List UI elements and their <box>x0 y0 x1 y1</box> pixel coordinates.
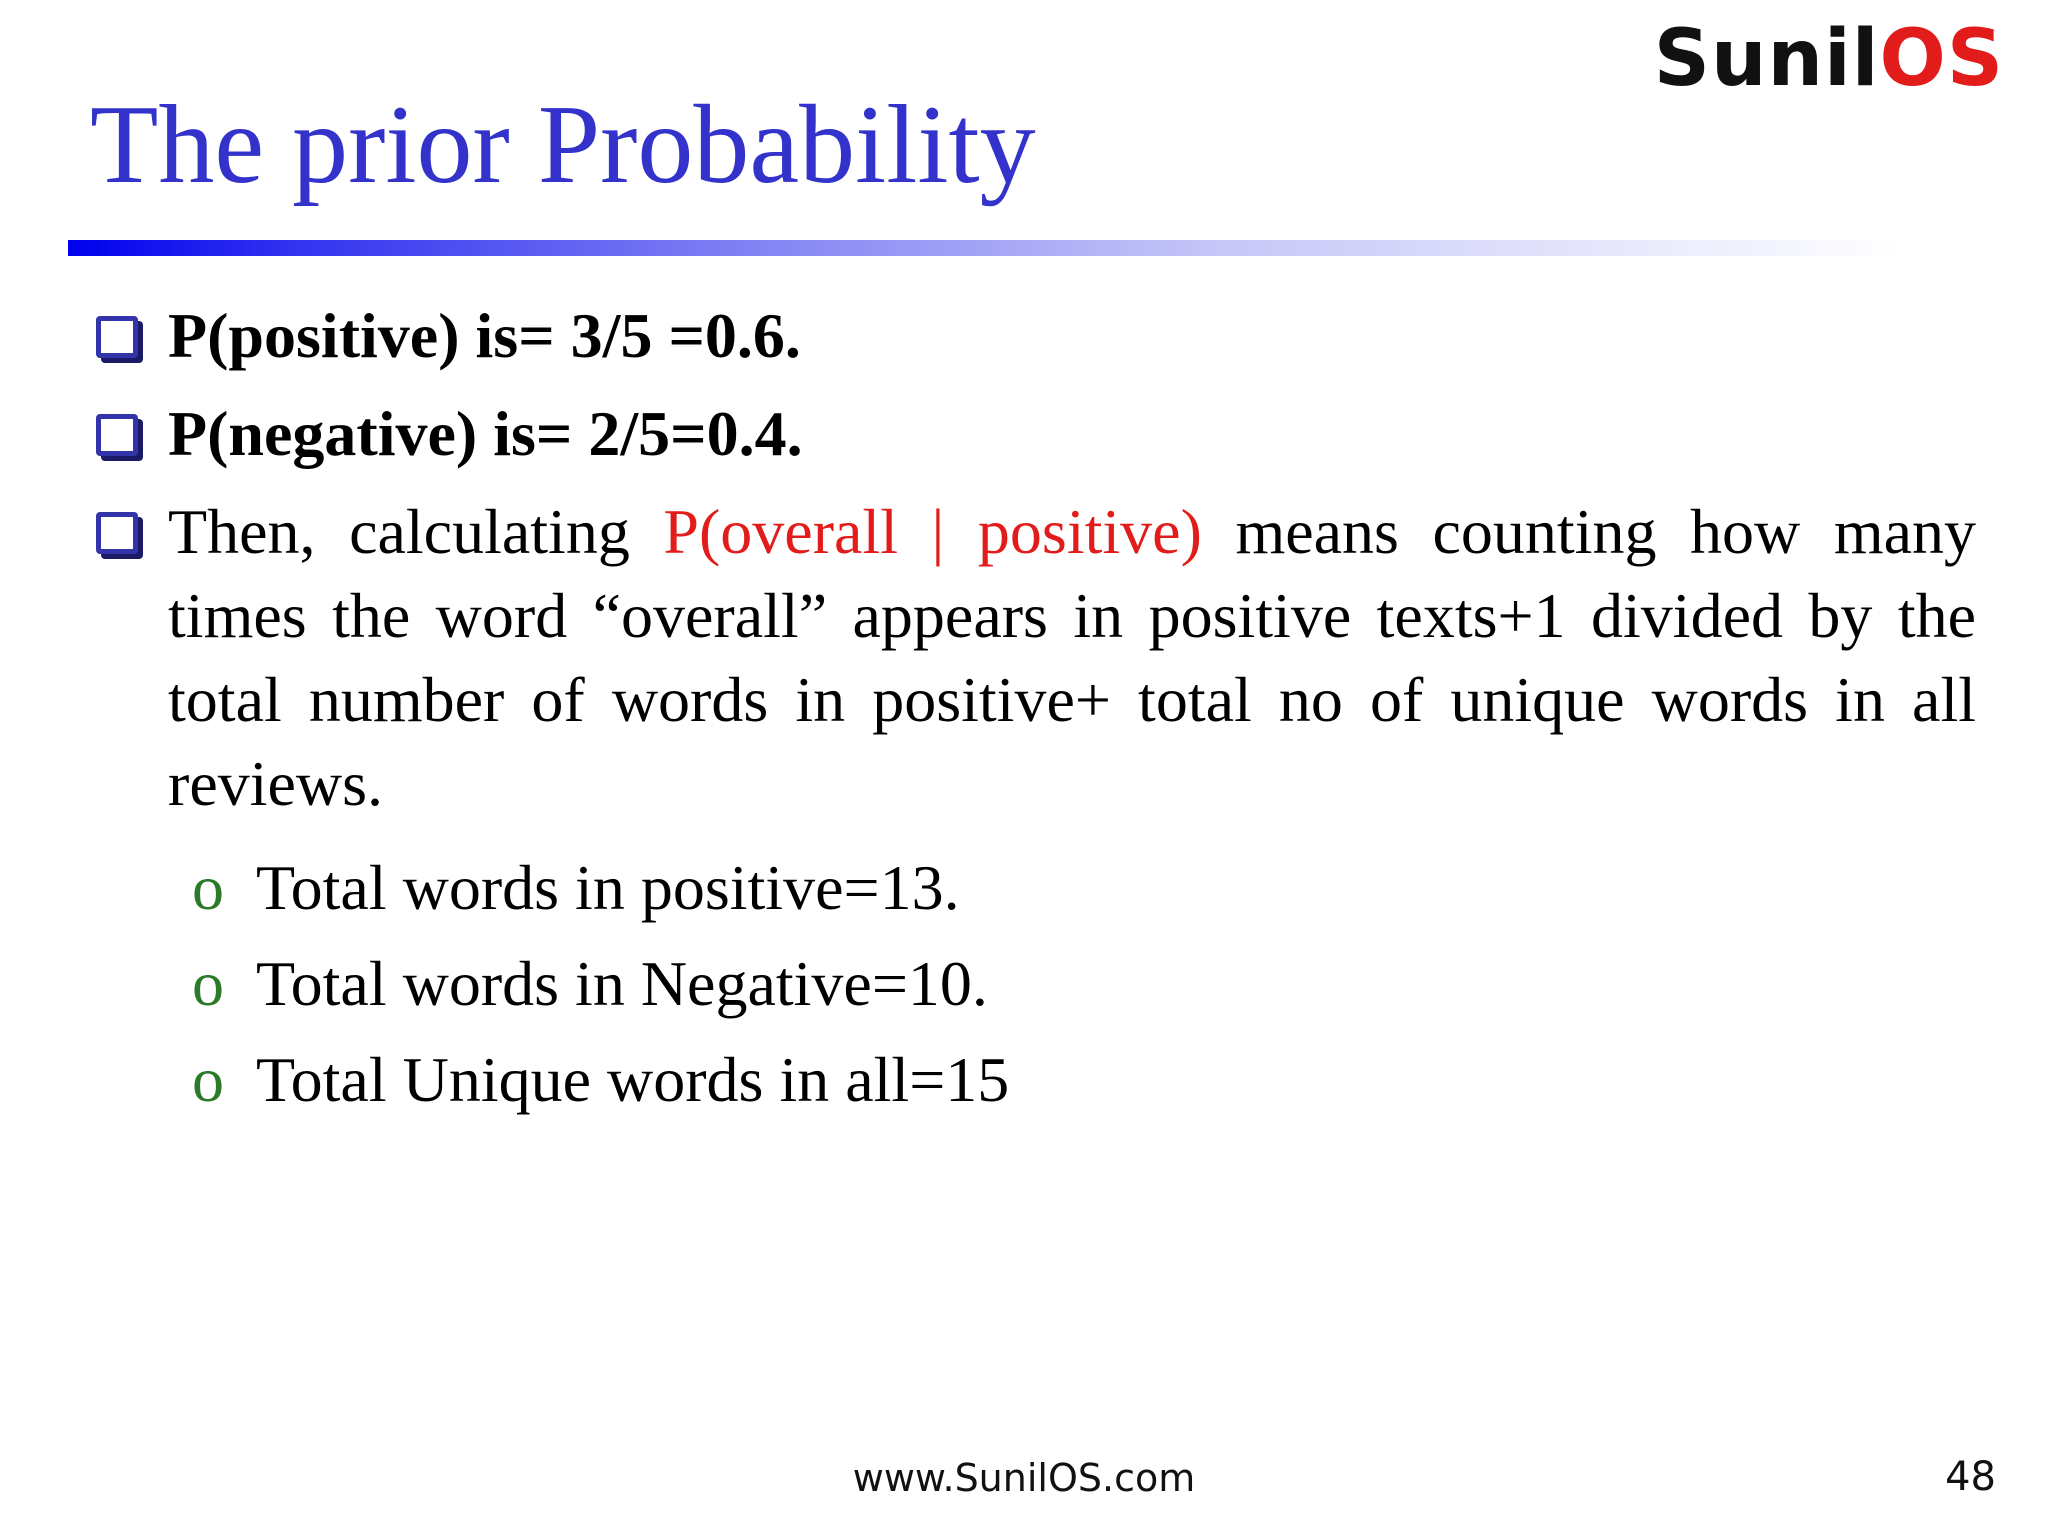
bullet-text: P(positive) is= 3/5 =0.6. <box>168 300 801 371</box>
bullet-text-end: means counting how many times the word “overall” appears in positive texts+1 divided by the total number of words in positive+ total no of unique words in all reviews. <box>168 496 1976 819</box>
sub-item-text: Total Unique words in all=15 <box>256 1044 1010 1115</box>
letter-o-bullet-icon: o <box>192 852 224 923</box>
sub-list-item <box>192 840 1976 936</box>
bullet-item <box>96 392 1976 476</box>
checkbox-square-icon <box>96 414 138 456</box>
sub-list <box>96 840 1976 1128</box>
bullet-text-start: Then, calculating <box>168 496 664 567</box>
slide-content <box>96 294 1976 1128</box>
page-number: 48 <box>1945 1454 1996 1500</box>
checkbox-square-icon <box>96 316 138 358</box>
logo-text-os: OS <box>1879 14 2004 104</box>
slide-title: The prior Probability <box>90 83 1036 207</box>
sub-list-item <box>192 1032 1976 1128</box>
sub-item-text: Total words in Negative=10. <box>256 948 988 1019</box>
checkbox-square-icon <box>96 512 138 554</box>
letter-o-bullet-icon: o <box>192 1044 224 1115</box>
footer-url: www.SunilOS.com <box>852 1456 1196 1500</box>
sub-list-item <box>192 936 1976 1032</box>
letter-o-bullet-icon: o <box>192 948 224 1019</box>
sunilos-logo <box>1653 14 2004 104</box>
highlighted-formula: P(overall | positive) <box>663 496 1202 567</box>
sub-item-text: Total words in positive=13. <box>256 852 960 923</box>
title-divider <box>68 240 1980 256</box>
bullet-text: P(negative) is= 2/5=0.4. <box>168 398 803 469</box>
bullet-item <box>96 490 1976 826</box>
logo-text-sunil: Sunil <box>1653 14 1880 104</box>
bullet-item <box>96 294 1976 378</box>
